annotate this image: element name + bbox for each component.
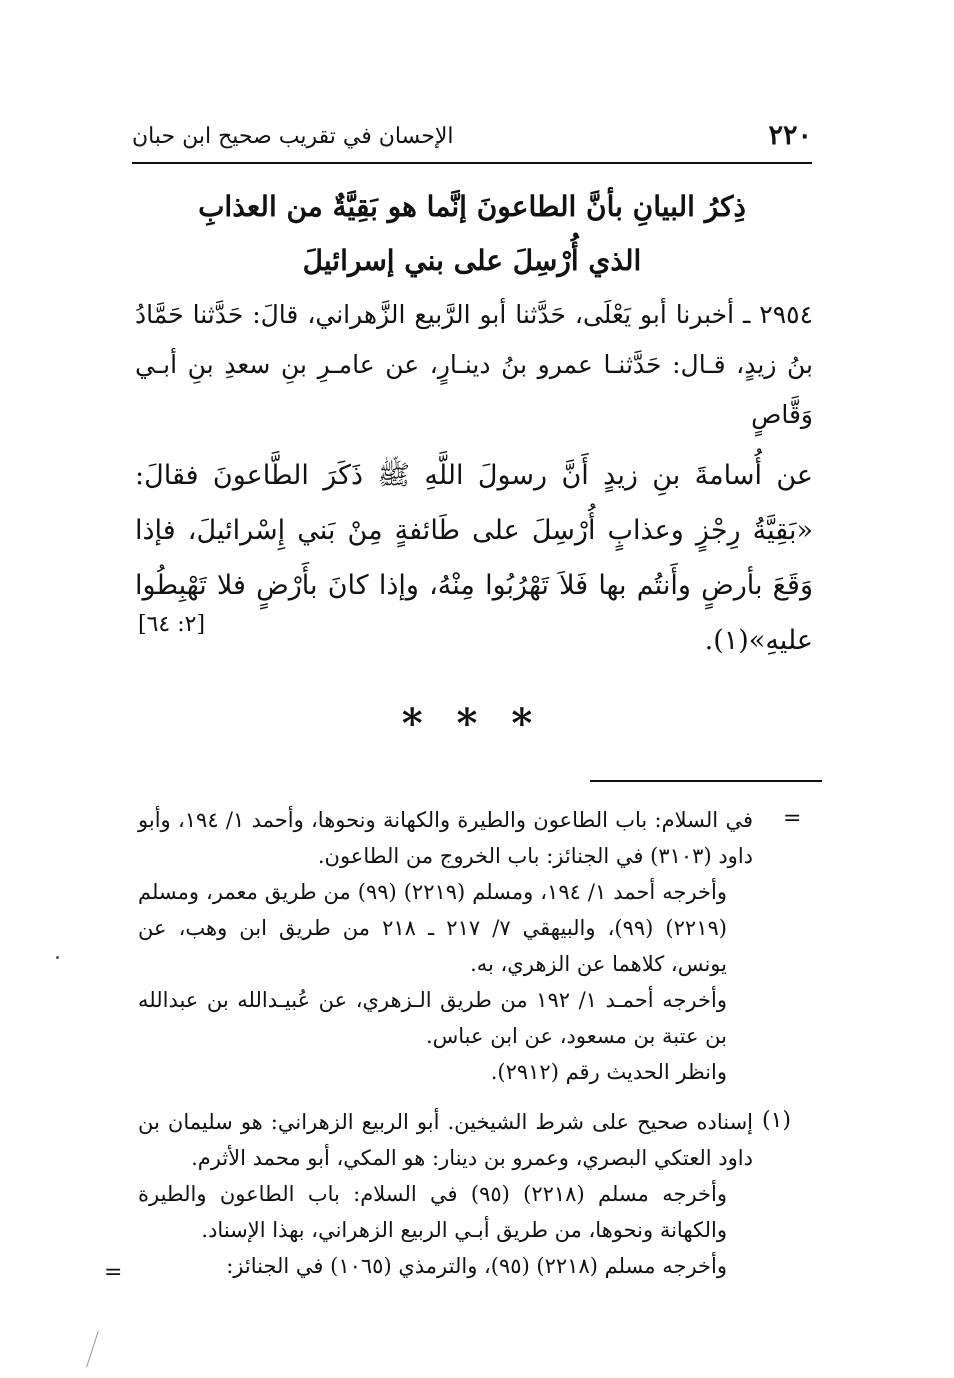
footnote-paragraph: وأخرجه مسلم (٢٢١٨) (٩٥)، والترمذي (١٠٦٥) في الجنائز: [226,1254,727,1278]
running-header [132,120,812,160]
footnote-paragraph: وأخرجه أحمد ١/ ١٩٤، ومسلم (٢٢١٩) (٩٩) من طريق معمر، ومسلم (٢٢١٩) (٩٩)، والبيهقي ٧/ ٢١٧ ـ ٢١٨ من طريق ابن وهب، عن يونس، كلاهما عن الزهري، به. [138,880,727,976]
section-separator: * * * [401,700,543,747]
hadith-matn: عن أُسامةَ بنِ زيدٍ أَنَّ رسولَ اللَّهِ ﷺ ذَكَرَ الطَّاعونَ فقالَ: «بَقِيَّةُ رِجْزٍ وعذابٍ أُرْسِلَ على طَائفةٍ مِنْ بَني إِسْرائيلَ، فإذا وَقَعَ بأرضٍ وأَنتُم بها فَلاَ تَهْرُبُوا مِنْهُ، وإذا كانَ بأَرْضٍ فلا تَهْبِطُوا عليهِ»(١). [135,460,813,656]
header-rule [132,162,812,164]
footnote-continued [138,802,753,1090]
book-title: الإحسان في تقريب صحيح ابن حبان [132,124,454,149]
hadith-isnad: ٢٩٥٤ ـ أخبرنا أبو يَعْلَى، حَدَّثنا أبو الرَّبيع الزَّهراني، قالَ: حَدَّثنا حَمَّادُ بنُ زيدٍ، قـال: حَدَّثنـا عمرو بنُ دينـارٍ، عن عامـرِ بنِ سعدِ بنِ أبـي وَقَّاصٍ [135,300,813,429]
scan-speck [56,956,59,959]
footnote-1-marker: (١) [762,1108,792,1133]
footnote-continuation-mark: = [783,806,802,831]
footnote-rule [590,780,822,782]
chapter-heading-line-2: الذي أُرْسِلَ على بني إسرائيلَ [302,244,642,277]
footnote-paragraph: وأخرجه مسلم (٢٢١٨) (٩٥) في السلام: باب الطاعون والطيرة والكهانة ونحوها، من طريق أبـي الربيع الزهراني، بهذا الإسناد. [138,1182,727,1242]
chapter-heading [132,180,812,288]
footnote-paragraph: إسناده صحيح على شرط الشيخين. أبو الربيع الزهراني: هو سليمان بن داود العتكي البصري، وعمرو بن دينار: هو المكي، أبو محمد الأثرم. [138,1110,753,1170]
chapter-heading-line-1: ذِكرُ البيانِ بأنَّ الطاعونَ إنَّما هو بَقِيَّةٌ من العذابِ [198,190,746,223]
footnote-1 [138,1104,753,1284]
footnote-paragraph: وانظر الحديث رقم (٢٩١٢). [490,1060,727,1084]
footnote-end-mark: = [104,1260,123,1285]
scan-mark [86,1331,99,1367]
hadith-reference: [٢: ٦٤] [138,612,206,637]
page-number: ٢٢٠ [768,120,812,151]
footnote-paragraph: وأخرجه أحمـد ١/ ١٩٢ من طريق الـزهري، عن عُبيـدالله بن عبدالله بن عتبة بن مسعود، عن ابن عباس. [138,988,727,1048]
footnote-paragraph: في السلام: باب الطاعون والطيرة والكهانة ونحوها، وأحمد ١/ ١٩٤، وأبو داود (٣١٠٣) في الجنائز: باب الخروج من الطاعون. [138,808,753,868]
